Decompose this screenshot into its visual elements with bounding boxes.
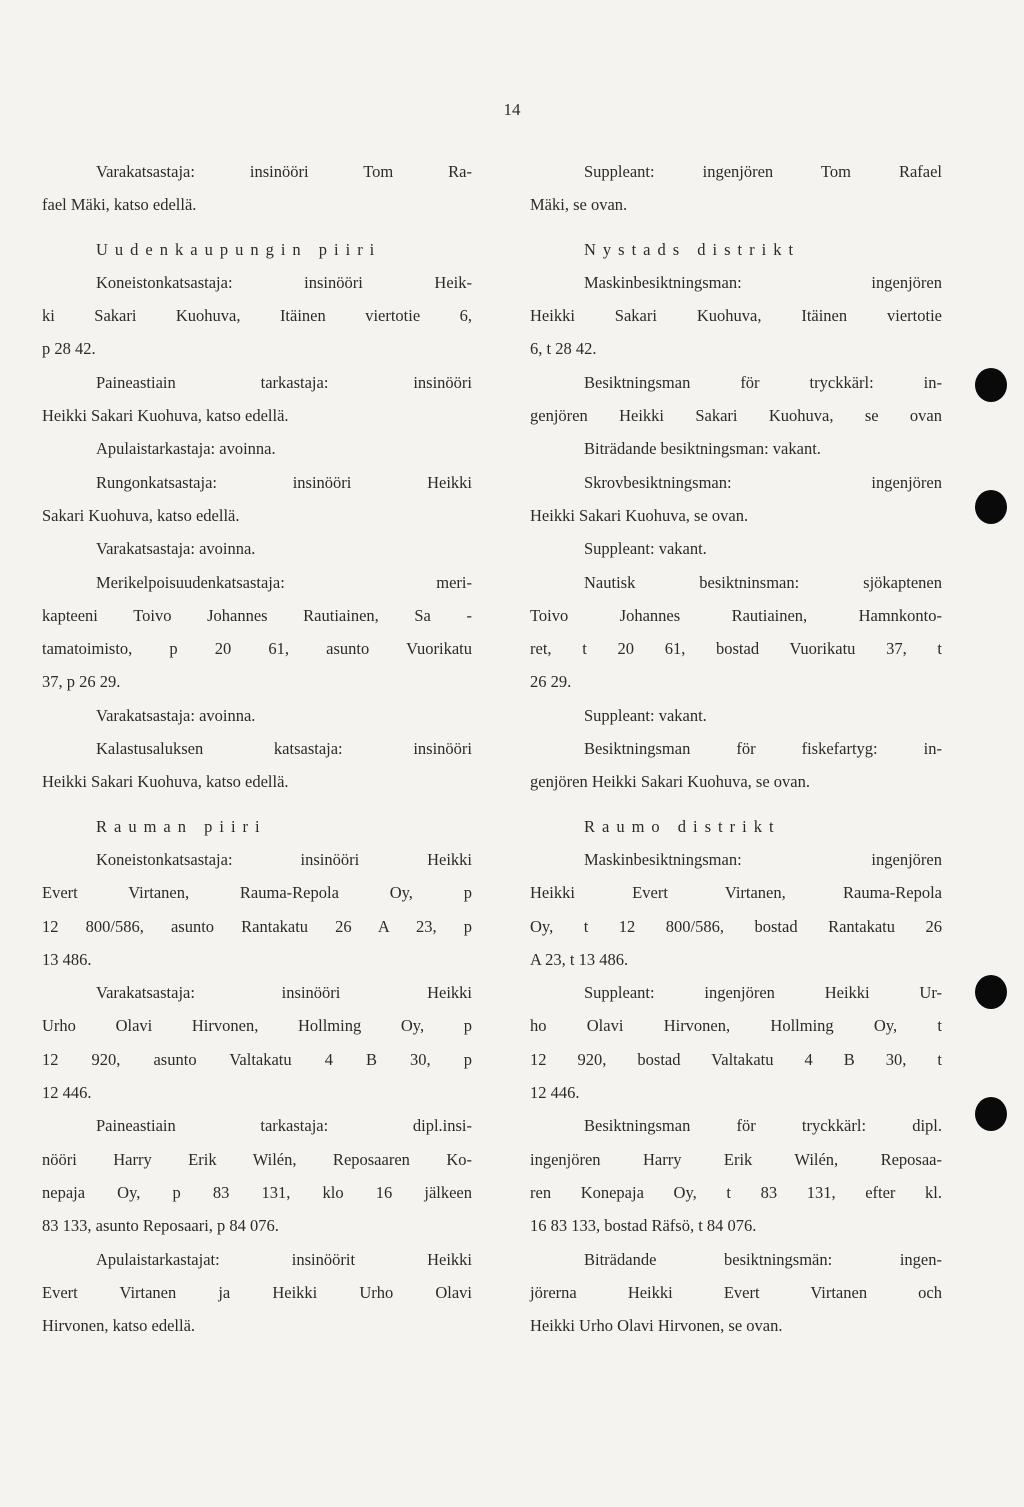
text-line: Heikki Sakari Kuohuva, Itäinen viertotie: [530, 306, 942, 326]
text-line: Apulaistarkastaja: avoinna.: [96, 439, 276, 459]
text-line: ho Olavi Hirvonen, Hollming Oy, t: [530, 1016, 942, 1036]
text-line: A 23, t 13 486.: [530, 949, 629, 969]
text-line: kapteeni Toivo Johannes Rautiainen, Sa -: [42, 605, 472, 625]
text-line: 13 486.: [42, 949, 92, 969]
page-number: 14: [503, 100, 521, 119]
text-line: ki Sakari Kuohuva, Itäinen viertotie 6,: [42, 306, 472, 326]
text-line: 37, p 26 29.: [42, 672, 121, 692]
text-line: 12 446.: [42, 1083, 92, 1103]
text-line: Suppleant: ingenjören Tom Rafael: [584, 162, 942, 181]
text-line: nepaja Oy, p 83 131, klo 16 jälkeen: [42, 1182, 472, 1202]
district-heading: Uudenkaupungin piiri: [96, 239, 382, 259]
text-line: Heikki Evert Virtanen, Rauma-Repola: [530, 883, 942, 903]
text-line: 12 920, bostad Valtakatu 4 B 30, t: [530, 1049, 942, 1069]
text-line: Sakari Kuohuva, katso edellä.: [42, 505, 240, 525]
text-line: 6, t 28 42.: [530, 339, 597, 359]
text-line: Biträdande besiktningsmän: ingen-: [584, 1249, 942, 1269]
text-line: Varakatsastaja: avoinna.: [96, 705, 256, 725]
text-line: Paineastiain tarkastaja: insinööri: [96, 372, 472, 392]
text-line: Merikelpoisuudenkatsastaja: meri-: [96, 572, 472, 592]
text-line: ret, t 20 61, bostad Vuorikatu 37, t: [530, 639, 942, 659]
district-heading: Nystads distrikt: [584, 239, 801, 259]
text-line: Oy, t 12 800/586, bostad Rantakatu 26: [530, 916, 942, 936]
text-line: fael Mäki, katso edellä.: [42, 195, 197, 215]
text-line: Apulaistarkastajat: insinöörit Heikki: [96, 1249, 472, 1269]
text-line: Varakatsastaja: insinööri Heikki: [96, 983, 472, 1003]
district-heading: Raumo distrikt: [584, 816, 781, 836]
finnish-column: [42, 155, 472, 1342]
text-line: Varakatsastaja: avoinna.: [96, 539, 256, 559]
text-line: Heikki Urho Olavi Hirvonen, se ovan.: [530, 1316, 783, 1336]
text-line: genjören Heikki Sakari Kuohuva, se ovan: [530, 406, 942, 426]
text-line: nööri Harry Erik Wilén, Reposaaren Ko-: [42, 1149, 472, 1169]
text-line: Kalastusaluksen katsastaja: insinööri: [96, 739, 472, 759]
text-line: Rungonkatsastaja: insinööri Heikki: [96, 472, 472, 492]
text-line: Evert Virtanen ja Heikki Urho Olavi: [42, 1282, 472, 1302]
district-heading: Rauman piiri: [96, 816, 267, 836]
text-line: Evert Virtanen, Rauma-Repola Oy, p: [42, 883, 472, 903]
text-line: 26 29.: [530, 672, 572, 692]
text-line: Besiktningsman för tryckkärl: dipl.: [584, 1116, 942, 1136]
text-line: Suppleant: vakant.: [584, 705, 707, 725]
text-line: 12 446.: [530, 1083, 580, 1103]
text-line: ingenjören Harry Erik Wilén, Reposaa-: [530, 1149, 942, 1169]
text-line: Skrovbesiktningsman: ingenjören: [584, 472, 942, 492]
text-line: Urho Olavi Hirvonen, Hollming Oy, p: [42, 1016, 472, 1036]
text-line: Mäki, se ovan.: [530, 195, 628, 215]
text-line: Besiktningsman för fiskefartyg: in-: [584, 739, 942, 759]
text-line: 16 83 133, bostad Räfsö, t 84 076.: [530, 1216, 757, 1236]
text-line: Besiktningsman för tryckkärl: in-: [584, 372, 942, 392]
text-line: Maskinbesiktningsman: ingenjören: [584, 272, 942, 292]
text-line: 12 800/586, asunto Rantakatu 26 A 23, p: [42, 916, 472, 936]
punch-hole: [975, 368, 1007, 402]
text-line: Heikki Sakari Kuohuva, katso edellä.: [42, 406, 289, 426]
text-line: Hirvonen, katso edellä.: [42, 1316, 196, 1336]
text-line: Toivo Johannes Rautiainen, Hamnkonto-: [530, 605, 942, 625]
text-line: Suppleant: ingenjören Heikki Ur-: [584, 983, 942, 1003]
text-line: 83 133, asunto Reposaari, p 84 076.: [42, 1216, 279, 1236]
text-line: Koneistonkatsastaja: insinööri Heik-: [96, 272, 472, 292]
text-line: Biträdande besiktningsman: vakant.: [584, 439, 821, 459]
text-line: Maskinbesiktningsman: ingenjören: [584, 849, 942, 869]
punch-hole: [975, 490, 1007, 524]
text-line: p 28 42.: [42, 339, 96, 359]
text-line: 12 920, asunto Valtakatu 4 B 30, p: [42, 1049, 472, 1069]
text-line: Koneistonkatsastaja: insinööri Heikki: [96, 849, 472, 869]
punch-hole: [975, 1097, 1007, 1131]
text-line: ren Konepaja Oy, t 83 131, efter kl.: [530, 1182, 942, 1202]
text-line: Nautisk besiktninsman: sjökaptenen: [584, 572, 942, 592]
text-line: Heikki Sakari Kuohuva, se ovan.: [530, 505, 749, 525]
text-line: Suppleant: vakant.: [584, 539, 707, 559]
text-line: jörerna Heikki Evert Virtanen och: [530, 1282, 942, 1302]
swedish-column: [530, 155, 942, 1342]
text-line: Varakatsastaja: insinööri Tom Ra-: [96, 162, 472, 181]
text-line: genjören Heikki Sakari Kuohuva, se ovan.: [530, 772, 810, 792]
punch-hole: [975, 975, 1007, 1009]
text-line: tamatoimisto, p 20 61, asunto Vuorikatu: [42, 639, 472, 659]
text-line: Heikki Sakari Kuohuva, katso edellä.: [42, 772, 289, 792]
text-line: Paineastiain tarkastaja: dipl.insi-: [96, 1116, 472, 1136]
